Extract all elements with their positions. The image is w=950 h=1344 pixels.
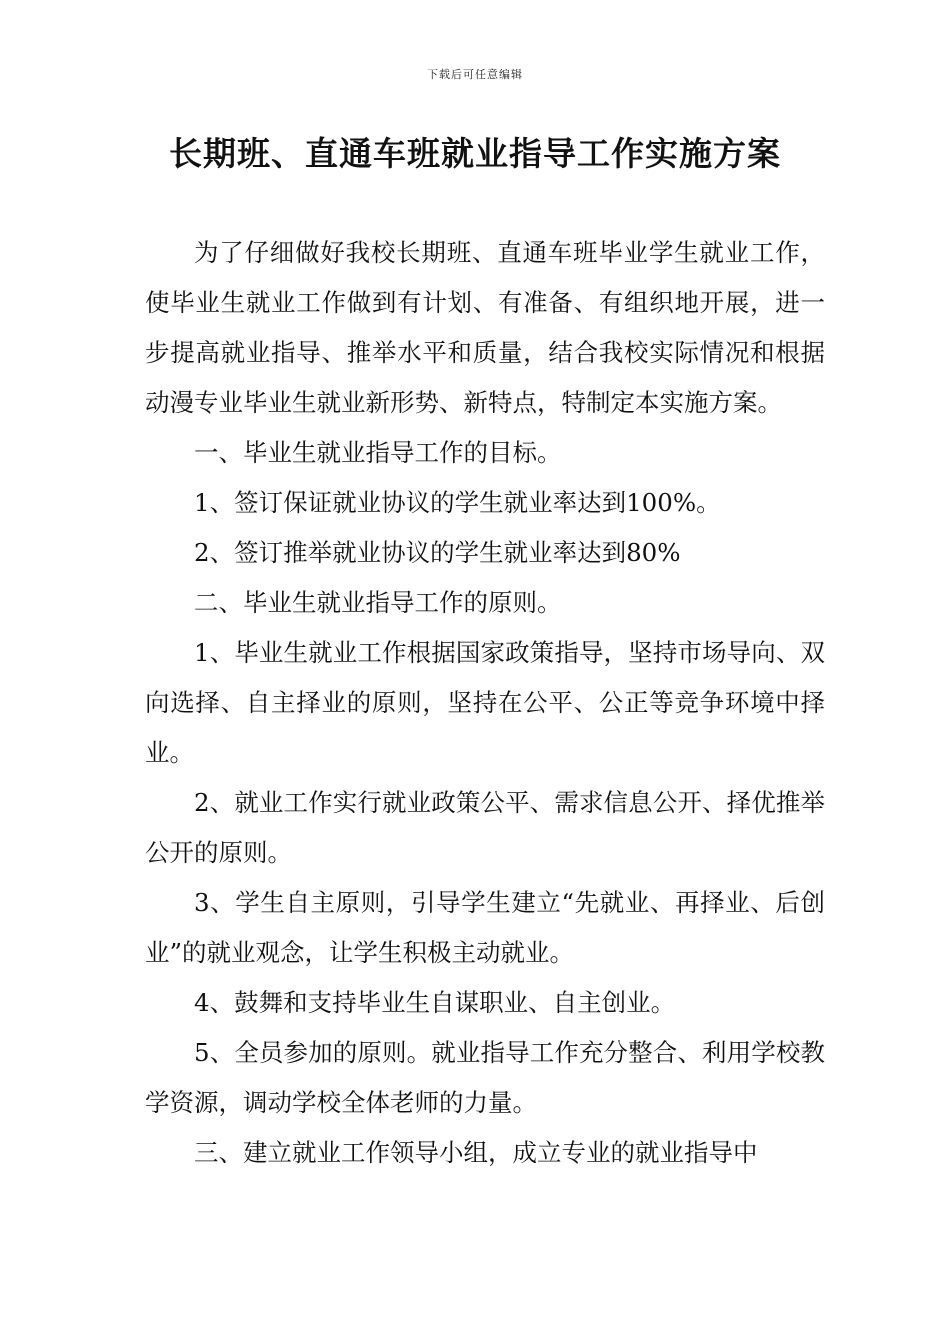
paragraph-principle-5: 5、全员参加的原则。就业指导工作充分整合、利用学校教学资源，调动学校全体老师的力量。 xyxy=(145,1038,825,1117)
paragraph-principle-1: 1、毕业生就业工作根据国家政策指导，坚持市场导向、双向选择、自主择业的原则，坚持在公平、公正等竞争环境中择业。 xyxy=(145,638,825,767)
document-body xyxy=(145,228,825,1178)
header-note: 下载后可任意编辑 xyxy=(427,68,523,81)
document-title: 长期班、直通车班就业指导工作实施方案 xyxy=(169,134,781,173)
heading-section-3: 三、建立就业工作领导小组，成立专业的就业指导中 xyxy=(194,1138,758,1167)
paragraph-goal-2: 2、签订推举就业协议的学生就业率达到80% xyxy=(194,538,681,567)
paragraph-principle-2: 2、就业工作实行就业政策公平、需求信息公开、择优推举公开的原则。 xyxy=(145,788,825,867)
paragraph-intro: 为了仔细做好我校长期班、直通车班毕业学生就业工作，使毕业生就业工作做到有计划、有准备、有组织地开展，进一步提高就业指导、推举水平和质量，结合我校实际情况和根据动漫专业毕业生就业新形势、新特点，特制定本实施方案。 xyxy=(145,238,825,417)
heading-section-1: 一、毕业生就业指导工作的目标。 xyxy=(194,438,562,467)
paragraph-goal-1: 1、签订保证就业协议的学生就业率达到100%。 xyxy=(194,488,721,517)
paragraph-principle-4: 4、鼓舞和支持毕业生自谋职业、自主创业。 xyxy=(194,988,676,1017)
heading-section-2: 二、毕业生就业指导工作的原则。 xyxy=(194,588,562,617)
paragraph-principle-3: 3、学生自主原则，引导学生建立“先就业、再择业、后创业”的就业观念，让学生积极主动就业。 xyxy=(145,888,825,967)
